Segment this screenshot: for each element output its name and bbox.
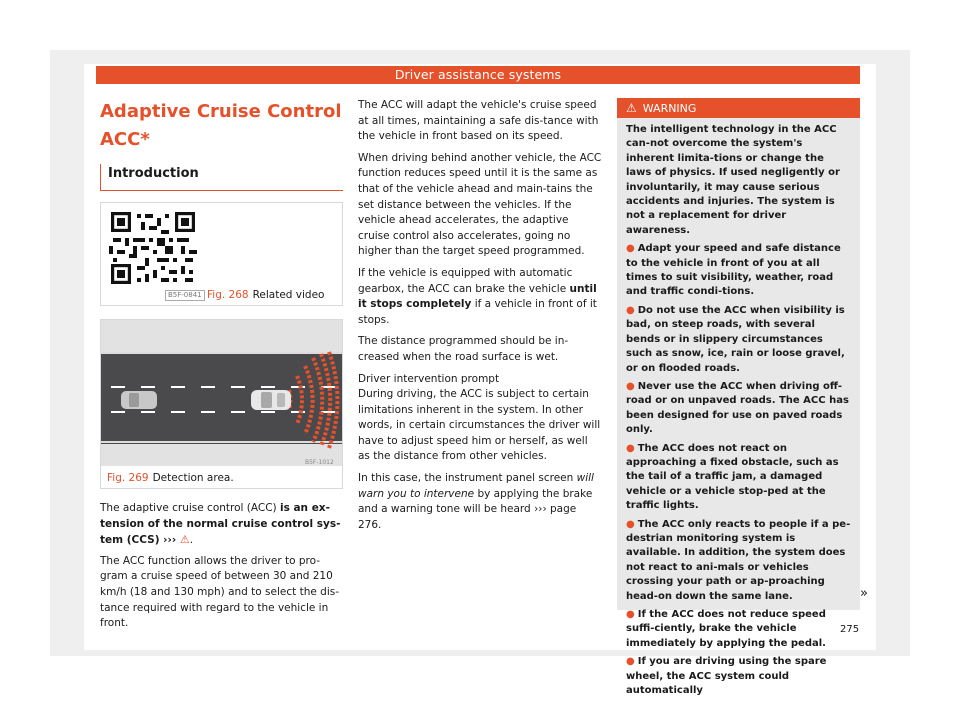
paragraph: The adaptive cruise control (ACC) is an ex-tension of the normal cruise control sys-tem (CCS) ››› ⚠.: [100, 502, 341, 547]
chapter-header: Driver assistance systems: [96, 66, 860, 84]
warning-item: ● The ACC does not react on approaching a fixed obstacle, such as the tail of a traffic jam, a damaged vehicle or a vehicle stop-ped at the traffic lights.: [626, 442, 839, 512]
figure-number: Fig. 269: [107, 472, 149, 484]
paragraph: If the vehicle is equipped with automatic gearbox, the ACC can brake the vehicle until it stops completely if a vehicle in front of it stops.: [358, 266, 597, 326]
bullet-icon: ●: [626, 243, 635, 255]
warning-item: ● If the ACC does not reduce speed suffi-ciently, brake the vehicle immediately by applying the pedal.: [626, 609, 826, 649]
warning-triangle-icon[interactable]: ⚠: [179, 533, 190, 547]
figure-caption-text: Related video: [252, 289, 325, 301]
figure-268: [100, 202, 343, 306]
paragraph: The distance programmed should be in-creased when the road surface is wet.: [358, 335, 569, 363]
bullet-icon: ●: [626, 442, 635, 454]
page-number: 275: [840, 624, 860, 635]
title-line-2: ACC*: [100, 129, 150, 150]
warning-item: ● The ACC only reacts to people if a pe-destrian monitoring system is available. In addition, the system does not react to ani-mals or vehicles crossing your path or ap-proaching head-on down the same lane.: [626, 518, 851, 602]
warning-item: ● Adapt your speed and safe distance to the vehicle in front of you at all times to suit visibility, weather, road and traffic condi-tions.: [626, 243, 841, 298]
warning-item: ● Do not use the ACC when visibility is bad, on steep roads, with several bends or in slippery circumstances such as snow, ice, rain or loose gravel, or on flooded roads.: [626, 304, 845, 374]
figure-caption: [207, 289, 324, 301]
title-line-1: Adaptive Cruise Control: [100, 101, 342, 122]
middle-column: [358, 98, 602, 539]
figure-number: Fig. 268: [207, 289, 249, 301]
subheading: Driver intervention prompt: [358, 372, 500, 385]
paragraph: The ACC function allows the driver to pro-gram a cruise speed of between 30 and 210 km/h (18 and 130 mph) and to select the dis-tance required with regard to the vehicle in front.: [100, 554, 340, 630]
continue-arrow-icon: »: [860, 586, 868, 601]
warning-header: ⚠ WARNING: [617, 98, 860, 118]
warning-item: ● If you are driving using the spare wheel, the ACC system could automatically: [626, 656, 827, 697]
detection-area-illustration: [101, 320, 343, 466]
warning-intro: The intelligent technology in the ACC can-not overcome the system's inherent limita-tions or change the laws of physics. If used negligently or involuntarily, it may cause serious accidents and injuries. The system is not a replacement for driver awareness.: [626, 124, 840, 236]
car-front-icon: [121, 391, 157, 409]
paragraph: In this case, the instrument panel screen will warn you to intervene by applying the brake and a warning tone will be heard ››› page 276.: [358, 472, 594, 531]
bullet-icon: ●: [626, 609, 635, 620]
figure-code: B5F-0841: [165, 290, 205, 301]
warning-body: [617, 118, 860, 698]
warning-item: ● Never use the ACC when driving off-road or on unpaved roads. The ACC has been designed for use on paved roads only.: [626, 380, 849, 436]
paragraph: During driving, the ACC is subject to certain limitations inherent in the system. In other words, in certain circumstances the driver will have to adjust speed him or herself, as well as the distance from other vehicles.: [358, 388, 601, 463]
warning-triangle-icon: ⚠: [626, 101, 637, 115]
paragraph: The ACC will adapt the vehicle's cruise speed at all times, maintaining a safe dis-tance with the vehicle in front based on its speed.: [358, 99, 599, 143]
car-ego-icon: [251, 390, 291, 410]
paragraph: When driving behind another vehicle, the ACC function reduces speed until it is the same as that of the vehicle ahead and main-tains the set distance between the vehicles. If the vehicle ahead accelerates, the adaptive cruise control also accelerates, going no higher than the target speed programmed.: [358, 151, 602, 258]
bullet-icon: ●: [626, 656, 635, 668]
figure-caption: [107, 472, 234, 484]
figure-caption-text: Detection area.: [152, 472, 234, 484]
bullet-icon: ●: [626, 304, 635, 316]
qr-code-icon: [109, 210, 197, 286]
bullet-icon: ●: [626, 380, 635, 392]
left-column: [100, 98, 343, 632]
page-reference-link[interactable]: ››› page 276: [358, 503, 577, 531]
figure-code: B5F-1012: [305, 459, 334, 466]
page-title: [100, 98, 343, 154]
bullet-icon: ●: [626, 518, 635, 530]
figure-269: [100, 319, 343, 489]
section-heading: Introduction: [100, 164, 343, 191]
